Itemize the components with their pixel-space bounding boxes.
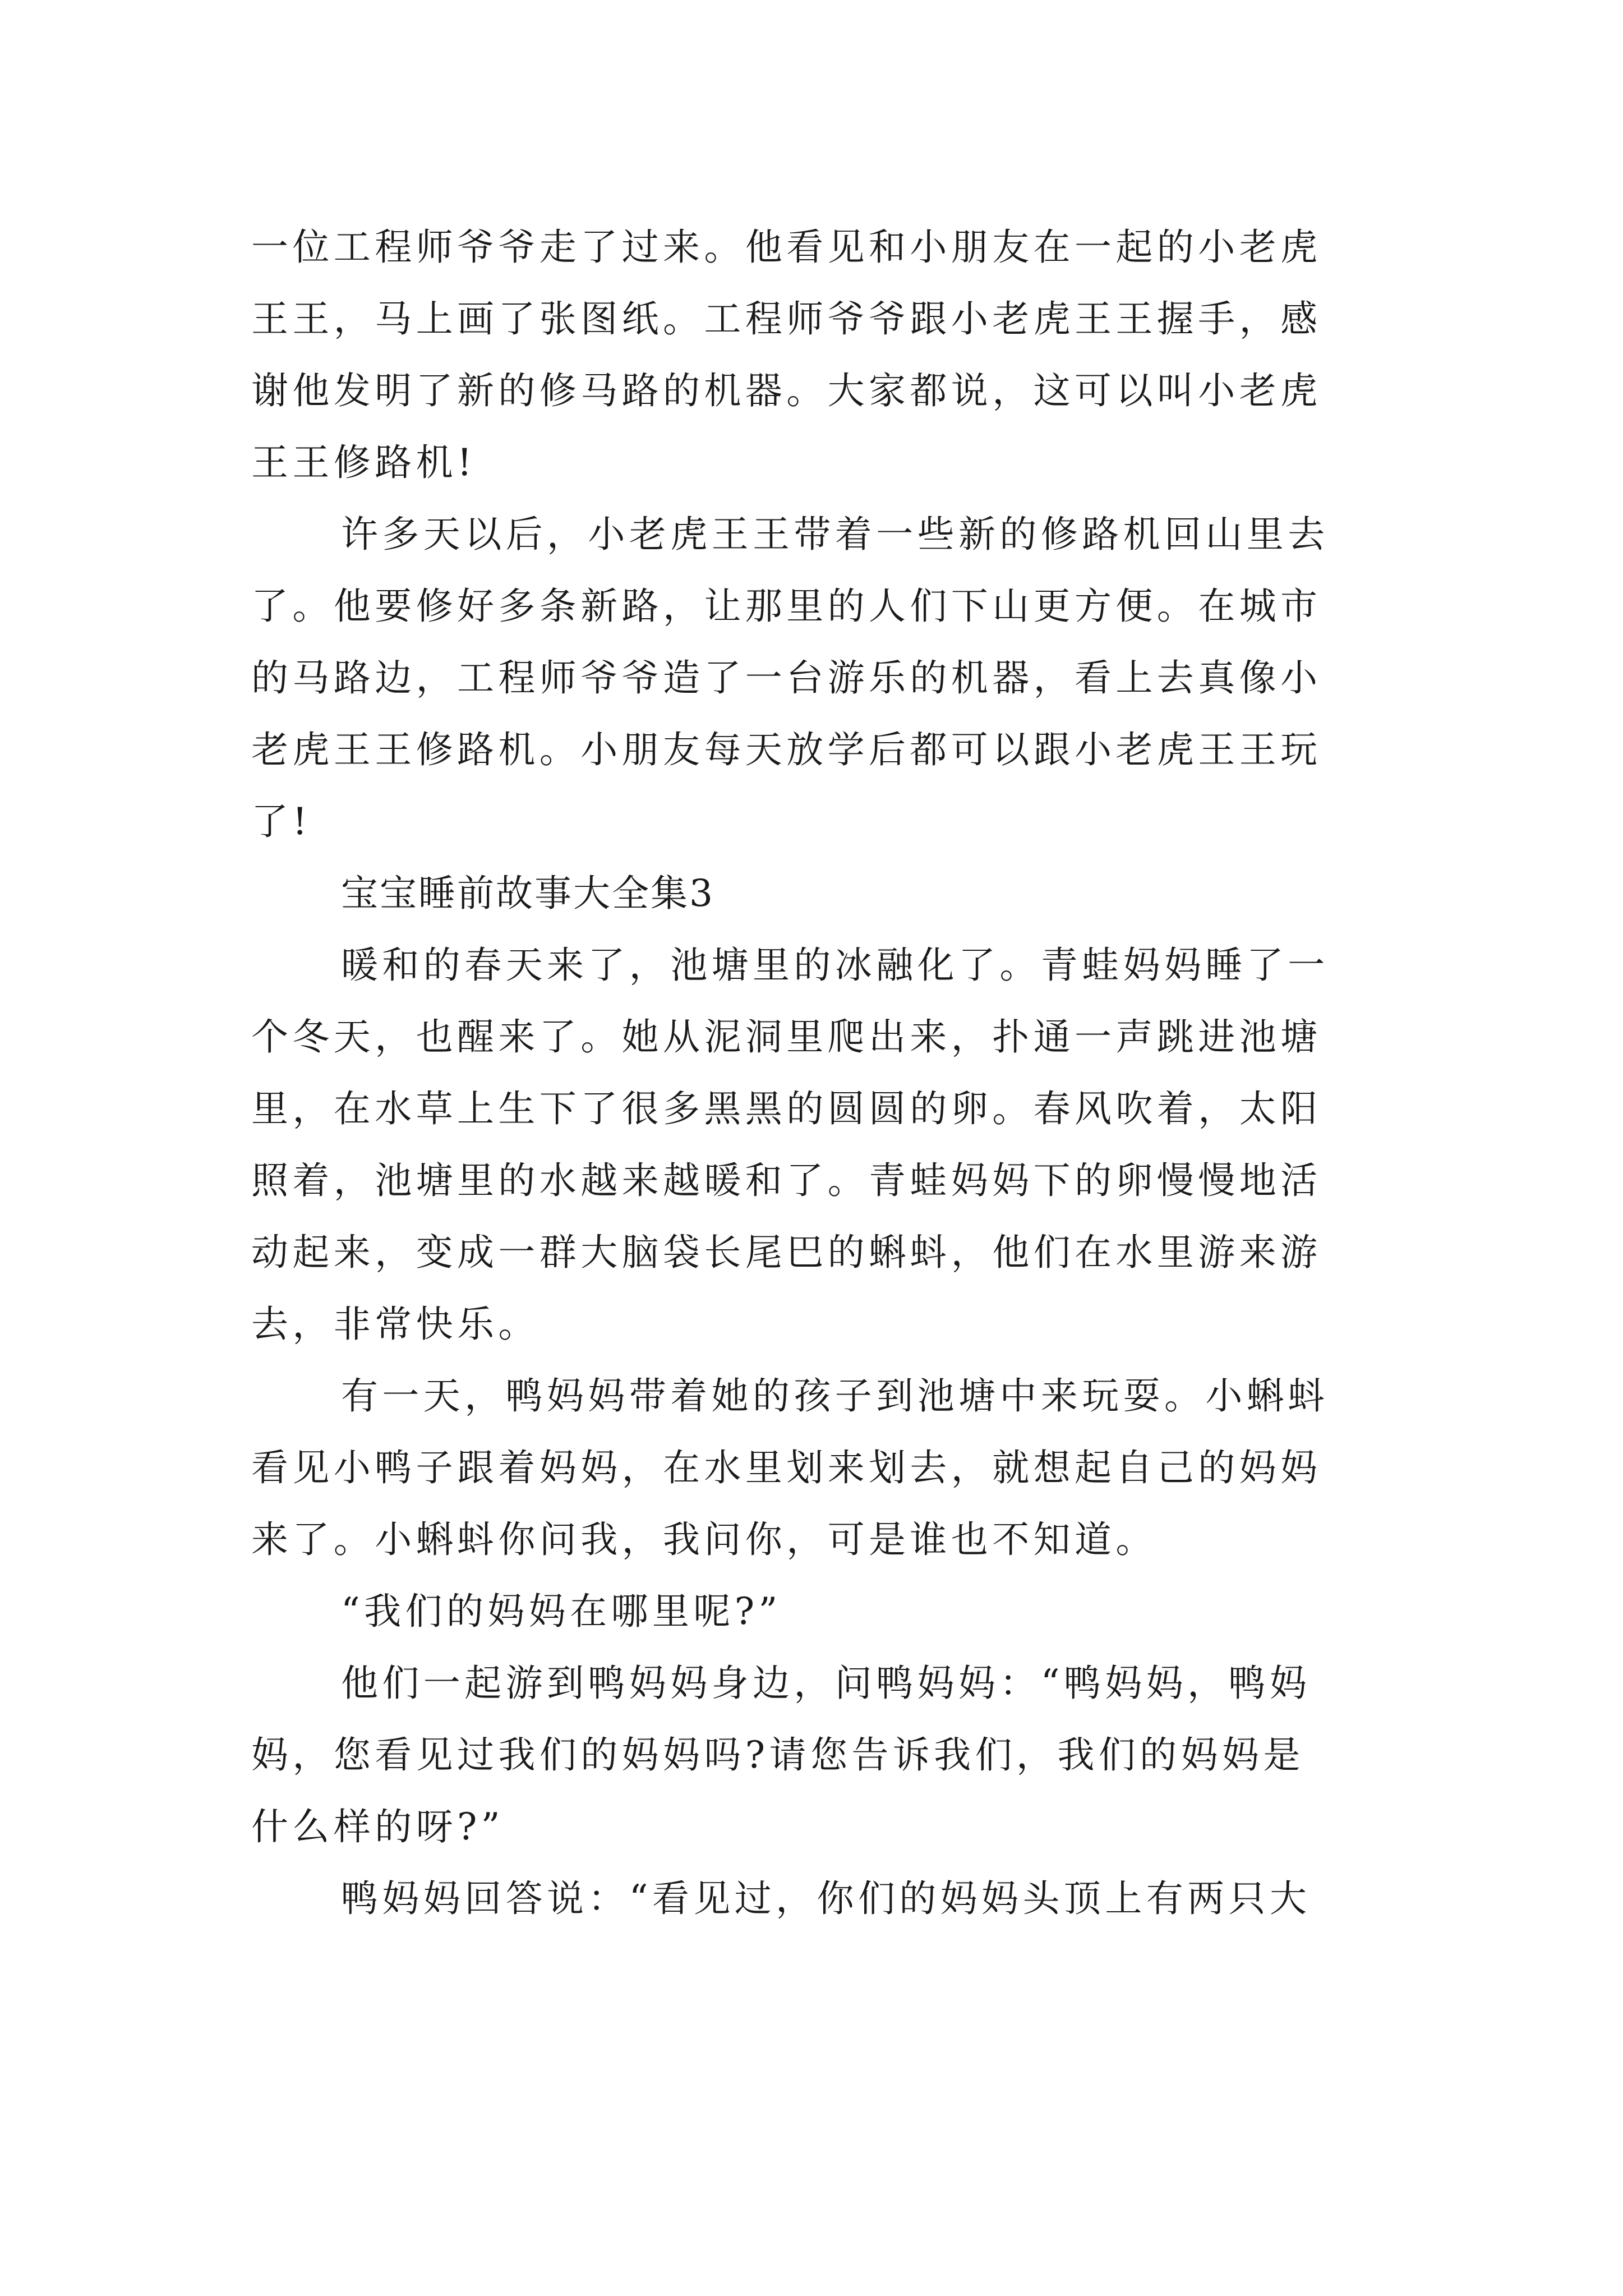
text-line: 个冬天，也醒来了。她从泥洞里爬出来，扑通一声跳进池塘 [251, 1015, 1322, 1059]
text-line: 他们一起游到鸭妈妈身边，问鸭妈妈：“鸭妈妈，鸭妈 [341, 1662, 1311, 1705]
text-line: 照着，池塘里的水越来越暖和了。青蛙妈妈下的卵慢慢地活 [251, 1159, 1322, 1202]
text-line: 什么样的呀?” [251, 1805, 504, 1848]
text-line: 来了。小蝌蚪你问我，我问你，可是谁也不知道。 [251, 1518, 1157, 1561]
text-line: 妈，您看见过我们的妈妈吗?请您告诉我们，我们的妈妈是 [251, 1733, 1304, 1777]
text-line: 暖和的春天来了，池塘里的冰融化了。青蛙妈妈睡了一 [341, 944, 1329, 987]
text-line: 老虎王王修路机。小朋友每天放学后都可以跟小老虎王王玩 [251, 728, 1322, 771]
text-line: 动起来，变成一群大脑袋长尾巴的蝌蚪，他们在水里游来游 [251, 1231, 1322, 1274]
section-heading: 宝宝睡前故事大全集3 [341, 872, 714, 915]
text-line: “我们的妈妈在哪里呢?” [341, 1590, 782, 1633]
text-line: 去，非常快乐。 [251, 1303, 540, 1346]
text-line: 鸭妈妈回答说：“看见过，你们的妈妈头顶上有两只大 [341, 1877, 1311, 1920]
text-line: 许多天以后，小老虎王王带着一些新的修路机回山里去 [341, 513, 1329, 556]
text-line: 了! [251, 800, 312, 843]
text-line: 一位工程师爷爷走了过来。他看见和小朋友在一起的小老虎 [251, 226, 1322, 269]
text-line: 看见小鸭子跟着妈妈，在水里划来划去，就想起自己的妈妈 [251, 1446, 1322, 1489]
text-line: 王王修路机! [251, 441, 476, 484]
text-line: 里，在水草上生下了很多黑黑的圆圆的卵。春风吹着，太阳 [251, 1087, 1322, 1130]
text-line: 谢他发明了新的修马路的机器。大家都说，这可以叫小老虎 [251, 369, 1322, 412]
text-line: 王王，马上画了张图纸。工程师爷爷跟小老虎王王握手，感 [251, 297, 1322, 341]
text-line: 的马路边，工程师爷爷造了一台游乐的机器，看上去真像小 [251, 656, 1322, 700]
text-line: 有一天，鸭妈妈带着她的孩子到池塘中来玩耍。小蝌蚪 [341, 1374, 1329, 1418]
text-line: 了。他要修好多条新路，让那里的人们下山更方便。在城市 [251, 585, 1322, 628]
